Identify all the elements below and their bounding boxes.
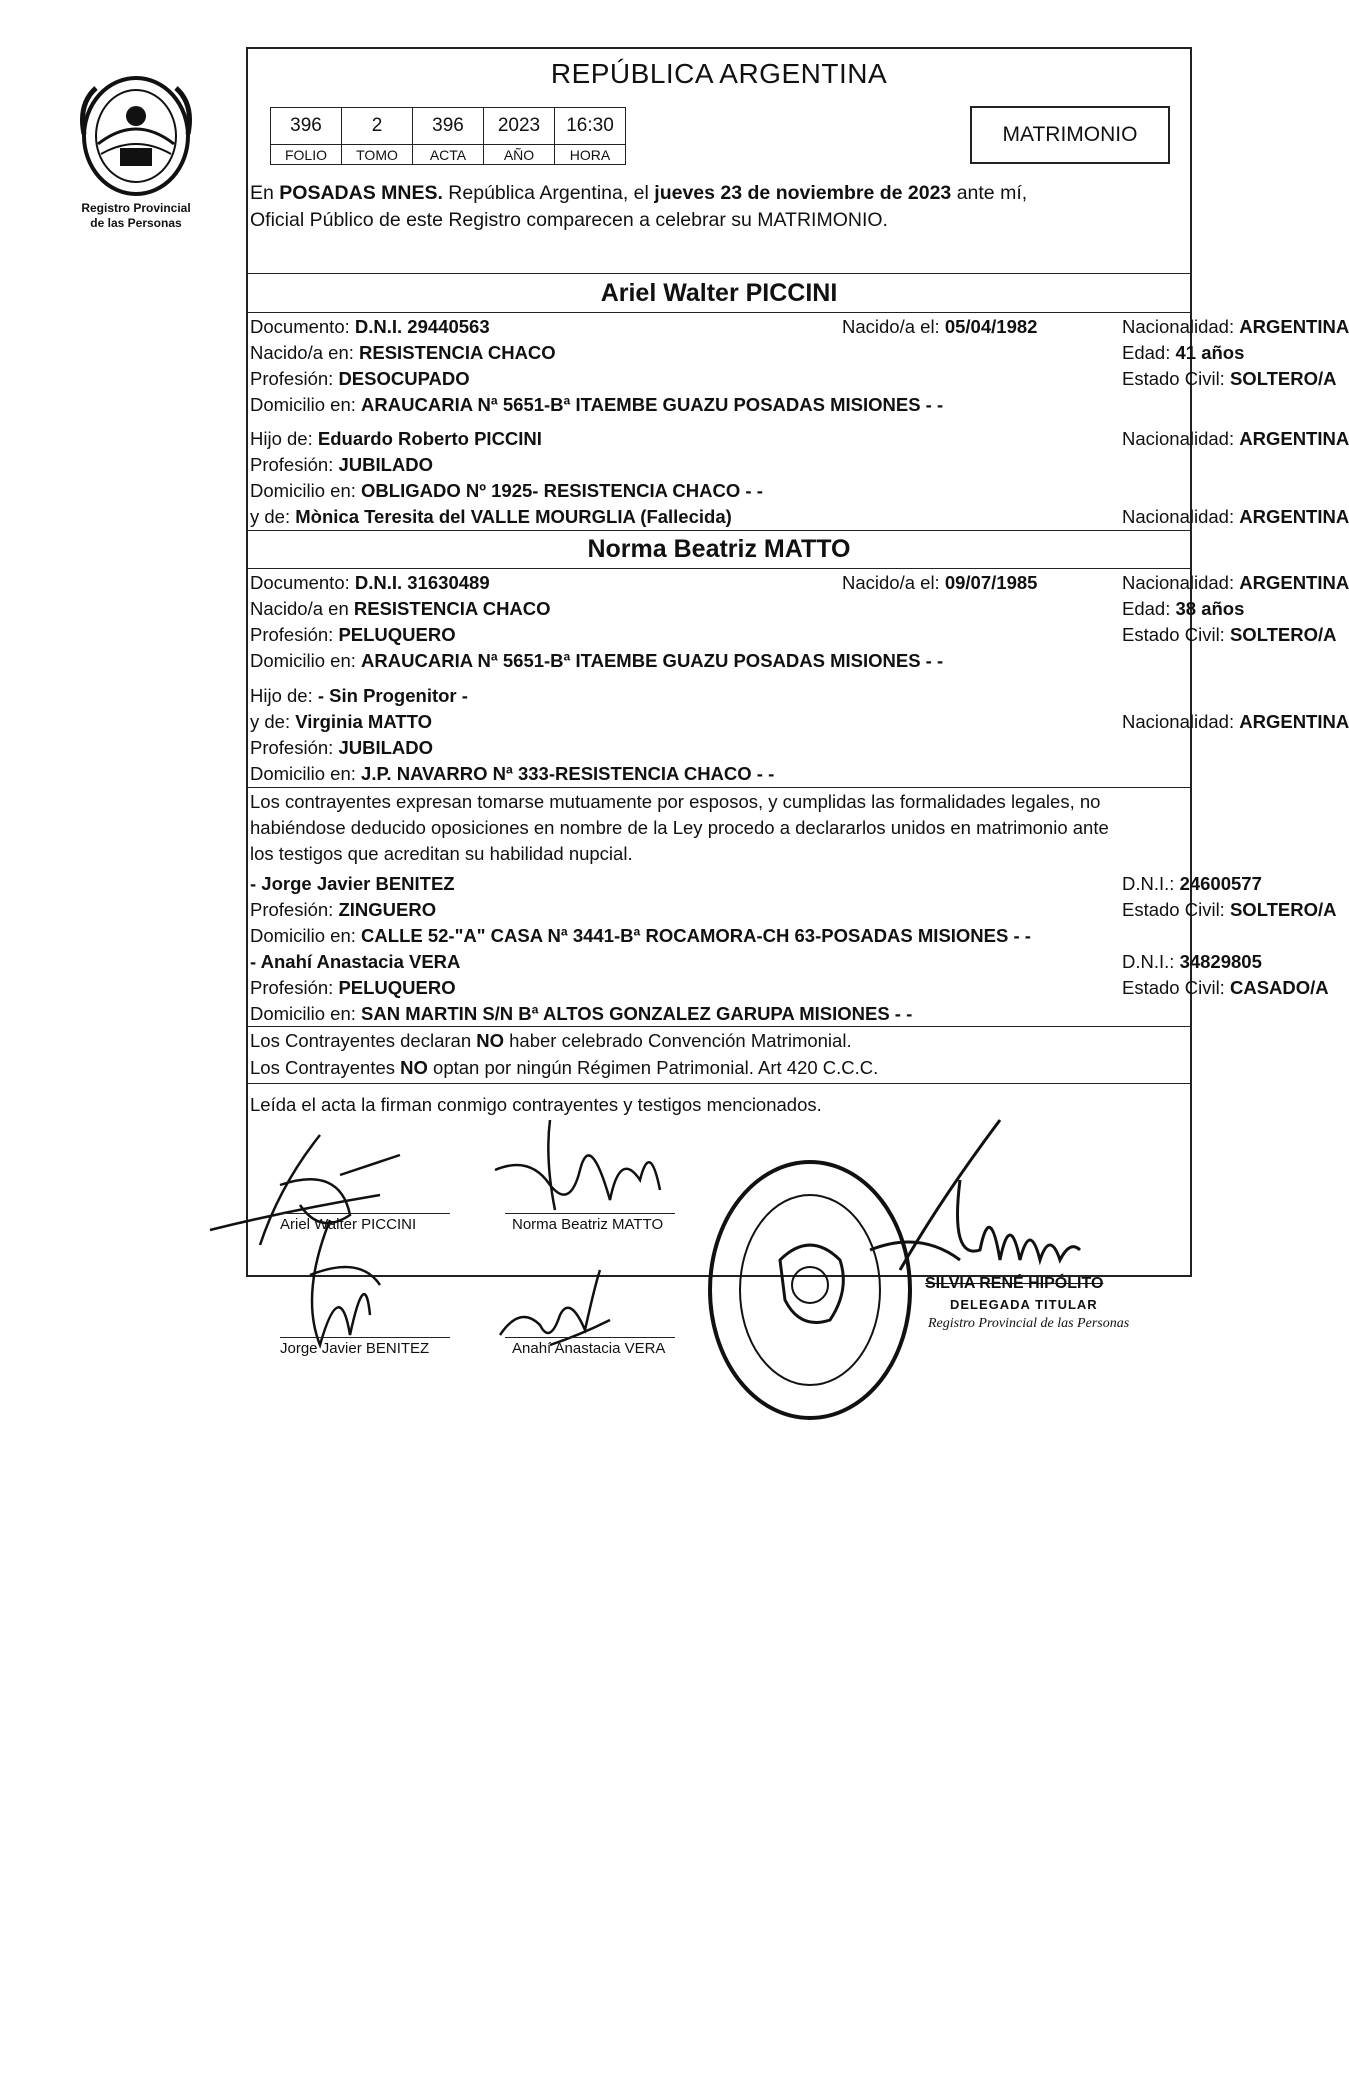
party1-civil-status: SOLTERO/A [1229,368,1337,389]
signature-norma: Norma Beatriz MATTO [512,1216,664,1233]
signature-ink-norma [490,1110,670,1225]
regime-line1: Los Contrayentes declaran NO haber celebrado Convención Matrimonial. [250,1030,852,1051]
party1-addr-row: Domicilio en: ARAUCARIA Nª 5651-Bª ITAEMBE GUAZU POSADAS MISIONES - - [250,394,944,415]
intro-date: jueves 23 de noviembre de 2023 [654,182,952,204]
regime-line2: Los Contrayentes NO optan por ningún Régimen Patrimonial. Art 420 C.C.C. [250,1057,879,1078]
party1-father-row: Hijo de: Eduardo Roberto PICCINI Nacionalidad: ARGENTINA [250,428,1349,449]
signature-ariel: Ariel Walter PICCINI [280,1216,417,1233]
party2-address: ARAUCARIA Nª 5651-Bª ITAEMBE GUAZU POSADAS MISIONES - - [361,650,944,671]
hora-label: HORA [555,145,626,165]
witness2-name-row: - Anahí Anastacia VERA D.N.I.: 34829805 [250,951,1262,972]
regime-no-2: NO [400,1057,428,1078]
witness1-prof-row: Profesión: ZINGUERO Estado Civil: SOLTERO/A [250,899,1337,920]
anio-value: 2023 [484,108,555,145]
folio-label: FOLIO [271,145,342,165]
party2-profession: PELUQUERO [338,624,456,645]
party2-dni: D.N.I. 31630489 [354,572,490,593]
witness2-prof-row: Profesión: PELUQUERO Estado Civil: CASADO/A [250,977,1329,998]
witness1-address: CALLE 52-"A" CASA Nª 3441-Bª ROCAMORA-CH 63-POSADAS MISIONES - - [361,925,1031,946]
act-type-box: MATRIMONIO [970,106,1170,164]
witness2-address: SAN MARTIN S/N Bª ALTOS GONZALEZ GARUPA MISIONES - - [361,1003,913,1024]
party1-father-prof-row: Profesión: JUBILADO [250,454,433,475]
registry-name-line1: Registro Provincial [81,201,191,215]
signature-anahi: Anahí Anastacia VERA [512,1340,666,1357]
party1-address: ARAUCARIA Nª 5651-Bª ITAEMBE GUAZU POSADAS MISIONES - - [361,394,944,415]
party2-birthdate: 09/07/1985 [944,572,1038,593]
witness2-profession: PELUQUERO [338,977,456,998]
party1-birthplace-row: Nacido/a en: RESISTENCIA CHACO Edad: 41 años [250,342,1245,363]
declaration-line3: los testigos que acreditan su habilidad nupcial. [250,843,633,864]
party2-mother: Virginia MATTO [295,711,432,732]
folio-value: 396 [271,108,342,145]
official-organization: Registro Provincial de las Personas [928,1316,1130,1331]
party1-birthplace: RESISTENCIA CHACO [359,342,556,363]
party2-mother-profession: JUBILADO [338,737,433,758]
party1-mother-row: y de: Mònica Teresita del VALLE MOURGLIA (Fallecida) Nacionalidad: ARGENTINA [250,506,1349,527]
witness1-dni: 24600577 [1179,873,1262,894]
party2-birthplace-row: Nacido/a en RESISTENCIA CHACO Edad: 38 años [250,598,1245,619]
witness2-dni: 34829805 [1179,951,1262,972]
divider [246,1083,1192,1084]
declaration-line2: habiéndose deducido oposiciones en nombre de la Ley procedo a declararlos unidos en matrimonio ante [250,817,1109,838]
party1-dni: D.N.I. 29440563 [354,316,490,337]
witness1-civil-status: SOLTERO/A [1229,899,1337,920]
registry-name [66,201,206,231]
party1-prof-row: Profesión: DESOCUPADO Estado Civil: SOLTERO/A [250,368,1337,389]
witness1-name-row: - Jorge Javier BENITEZ D.N.I.: 24600577 [250,873,1262,894]
party1-father-nationality: ARGENTINA [1239,428,1349,449]
party1-name: Ariel Walter PICCINI [600,279,838,307]
witness1-profession: ZINGUERO [338,899,437,920]
party1-nationality: ARGENTINA [1239,316,1349,337]
tomo-label: TOMO [342,145,413,165]
hora-value: 16:30 [555,108,626,145]
party1-mother-nationality: ARGENTINA [1239,506,1349,527]
party2-addr-row: Domicilio en: ARAUCARIA Nª 5651-Bª ITAEMBE GUAZU POSADAS MISIONES - - [250,650,944,671]
party2-civil-status: SOLTERO/A [1229,624,1337,645]
regime-no-1: NO [476,1030,504,1051]
party2-mother-addr-row: Domicilio en: J.P. NAVARRO Nª 333-RESISTENCIA CHACO - - [250,763,775,784]
party2-age: 38 años [1175,598,1245,619]
party2-mother-address: J.P. NAVARRO Nª 333-RESISTENCIA CHACO - - [361,763,775,784]
registry-logo [66,74,206,231]
party2-doc-row: Documento: D.N.I. 31630489 Nacido/a el: 09/07/1985 Nacionalidad: ARGENTINA [250,572,1349,593]
divider [246,530,1192,531]
acta-label: ACTA [413,145,484,165]
declaration-line1: Los contrayentes expresan tomarse mutuamente por esposos, y cumplidas las formalidades legales, no [250,791,1101,812]
page-title: REPÚBLICA ARGENTINA [550,58,888,89]
party2-nationality: ARGENTINA [1239,572,1349,593]
party1-age: 41 años [1175,342,1245,363]
witness2-name: - Anahí Anastacia VERA [250,951,461,972]
party2-mother-nationality: ARGENTINA [1239,711,1349,732]
party2-father-row: Hijo de: - Sin Progenitor - [250,685,468,706]
party2-mother-row: y de: Virginia MATTO Nacionalidad: ARGENTINA [250,711,1349,732]
anio-label: AÑO [484,145,555,165]
party1-profession: DESOCUPADO [338,368,470,389]
signature-line [505,1337,675,1338]
party1-father: Eduardo Roberto PICCINI [317,428,542,449]
official-role: DELEGADA TITULAR [950,1297,1098,1312]
divider [246,1026,1192,1027]
divider [246,787,1192,788]
party1-doc-row: Documento: D.N.I. 29440563 Nacido/a el: 05/04/1982 Nacionalidad: ARGENTINA [250,316,1349,337]
party1-mother: Mònica Teresita del VALLE MOURGLIA (Fallecida) [295,506,732,527]
signature-line [505,1213,675,1214]
official-name: SILVIA RENÉ HIPÓLITO [925,1275,1104,1292]
party2-father: - Sin Progenitor - [317,685,468,706]
witness1-addr-row: Domicilio en: CALLE 52-"A" CASA Nª 3441-Bª ROCAMORA-CH 63-POSADAS MISIONES - - [250,925,1031,946]
acta-value: 396 [413,108,484,145]
party1-father-addr-row: Domicilio en: OBLIGADO Nº 1925- RESISTENCIA CHACO - - [250,480,763,501]
signature-jorge: Jorge Javier BENITEZ [280,1340,430,1357]
party1-father-profession: JUBILADO [338,454,433,475]
party1-father-address: OBLIGADO Nº 1925- RESISTENCIA CHACO - - [361,480,763,501]
divider [246,273,1192,274]
registry-name-line2: de las Personas [90,216,182,230]
witness2-civil-status: CASADO/A [1229,977,1329,998]
witness1-name: - Jorge Javier BENITEZ [250,873,455,894]
intro-paragraph: En POSADAS MNES. República Argentina, el jueves 23 de noviembre de 2023 ante mí, Oficial Público de este Registro comparecen a celebrar su MATRIMONIO. [250,180,1190,234]
signature-line [280,1213,450,1214]
party2-name: Norma Beatriz MATTO [587,535,851,563]
party2-mother-prof-row: Profesión: JUBILADO [250,737,433,758]
intro-line2: Oficial Público de este Registro comparecen a celebrar su MATRIMONIO. [250,209,888,231]
party1-birthdate: 05/04/1982 [944,316,1038,337]
closing-text: Leída el acta la firman conmigo contrayentes y testigos mencionados. [250,1094,822,1115]
divider [246,568,1192,569]
party2-birthplace: RESISTENCIA CHACO [353,598,551,619]
registry-reference-table [270,107,626,165]
witness2-addr-row: Domicilio en: SAN MARTIN S/N Bª ALTOS GONZALEZ GARUPA MISIONES - - [250,1003,913,1024]
party2-prof-row: Profesión: PELUQUERO Estado Civil: SOLTERO/A [250,624,1337,645]
divider [246,312,1192,313]
provincial-seal-icon [76,74,196,199]
signature-line [280,1337,450,1338]
signature-ink-jorge [270,1215,410,1360]
intro-place: POSADAS MNES. [279,182,443,204]
tomo-value: 2 [342,108,413,145]
